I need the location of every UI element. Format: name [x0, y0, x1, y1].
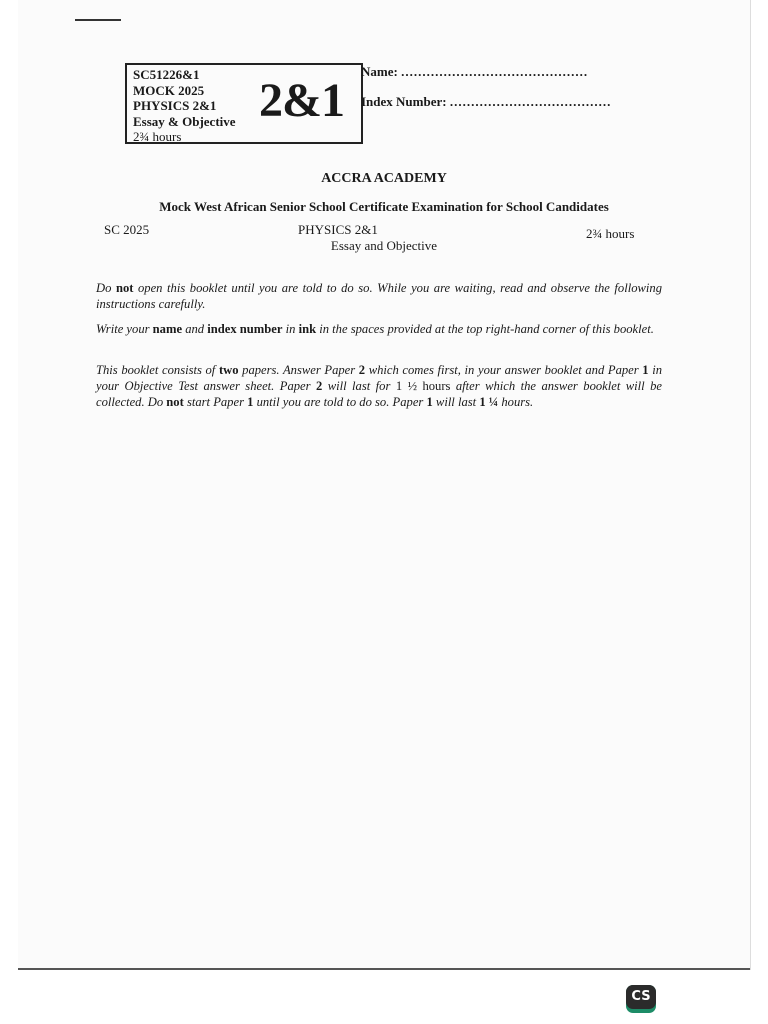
- text-run-upright: 1 ½ hours: [395, 379, 451, 393]
- text-run: Do: [96, 281, 116, 295]
- text-run: until you are told to do so. Paper: [253, 395, 427, 409]
- text-run: will last: [432, 395, 480, 409]
- text-run-bold: name: [152, 322, 183, 336]
- exam-sheet: [18, 0, 750, 970]
- instruction-paragraph-2: [96, 321, 662, 337]
- paper-code-lines: [133, 67, 236, 145]
- text-run-bold: 2: [358, 363, 366, 377]
- text-run: which comes first, in your answer booklet and Paper: [365, 363, 643, 377]
- school-name: ACCRA ACADEMY: [321, 171, 447, 186]
- text-run-bold: not: [166, 395, 184, 409]
- text-run-bold: not: [115, 281, 134, 295]
- text-run-bold: 1 ¼: [479, 395, 499, 409]
- camscanner-logo-text: CS: [626, 985, 656, 1009]
- exam-code: SC 2025: [104, 222, 150, 237]
- text-run-bold: two: [218, 363, 239, 377]
- text-run-bold: 2: [315, 379, 323, 393]
- text-run-bold: 1: [642, 363, 649, 377]
- instruction-paragraph-3: [96, 362, 662, 410]
- index-number-field: [361, 94, 611, 110]
- name-label: Name:: [361, 64, 398, 79]
- corner-mark: [75, 19, 121, 21]
- paper-code-box: [125, 63, 363, 144]
- duration: 2¾ hours: [133, 129, 182, 144]
- text-run: in the spaces provided at the top right-hand corner of this booklet.: [316, 322, 654, 336]
- exam-title: Mock West African Senior School Certificate Examination for School Candidates: [159, 199, 609, 214]
- index-number-blank: ......................................: [449, 94, 612, 109]
- text-run-bold: ink: [298, 322, 317, 336]
- text-run-bold: 1: [426, 395, 433, 409]
- text-run: open this booklet until you are told to do so. While you are waiting, read and observe the following instructions carefully.: [96, 281, 662, 311]
- paper-number-large: 2&1: [259, 74, 344, 127]
- subject: PHYSICS 2&1: [133, 98, 217, 113]
- paper-type: Essay & Objective: [133, 113, 236, 129]
- text-run: and: [182, 322, 208, 336]
- name-field: [361, 64, 588, 80]
- text-run: will last for: [322, 379, 396, 393]
- paper-title: PHYSICS 2&1: [298, 222, 378, 237]
- text-run: This booklet consists of: [96, 363, 219, 377]
- paper-duration: 2¾ hours: [586, 226, 635, 241]
- paper-subtitle: Essay and Objective: [330, 238, 438, 253]
- text-run-bold: 1: [247, 395, 254, 409]
- text-run: Write your: [96, 322, 153, 336]
- camscanner-logo-icon: [626, 985, 656, 1013]
- text-run: papers. Answer Paper: [238, 363, 359, 377]
- instruction-paragraph-1: [96, 280, 662, 312]
- index-number-label: Index Number:: [361, 94, 447, 109]
- text-run: in: [282, 322, 299, 336]
- name-blank: ............................................: [401, 64, 589, 79]
- text-run-bold: index number: [207, 322, 283, 336]
- text-run: after which the answer booklet will be collected. Do: [96, 379, 662, 409]
- text-run: hours.: [498, 395, 534, 409]
- text-run: in your Objective Test answer sheet. Paper: [96, 363, 662, 393]
- mock-year: MOCK 2025: [133, 82, 205, 98]
- paper-code: SC51226&1: [133, 67, 200, 82]
- text-run: start Paper: [183, 395, 248, 409]
